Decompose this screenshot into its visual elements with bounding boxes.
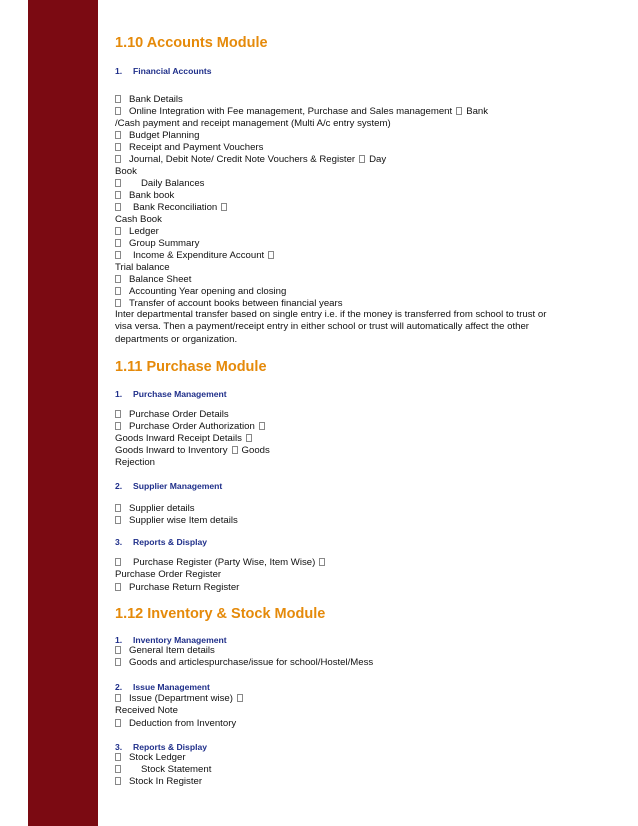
bullet-box-icon: [115, 299, 121, 307]
subheading-number: 1.: [115, 635, 123, 645]
bullet-box-icon: [115, 765, 121, 773]
bullet-box-icon: [115, 583, 121, 591]
list-item: Bank book: [115, 190, 174, 202]
list-item: Goods Inward to Inventory Goods: [115, 445, 270, 456]
subheading-number: 1.: [115, 66, 123, 76]
section-heading-purchase: 1.11 Purchase Module: [115, 359, 267, 375]
list-item: /Cash payment and receipt management (Multi A/c entry system): [115, 118, 391, 129]
subheading-number: 2.: [115, 682, 123, 692]
list-item: Budget Planning: [115, 130, 199, 142]
subheading-financial-accounts: [115, 66, 211, 76]
bullet-box-icon: [115, 694, 121, 702]
list-item: Supplier details: [115, 503, 195, 515]
bullet-box-icon: [359, 155, 365, 163]
bullet-box-icon: [115, 719, 121, 727]
list-item: Received Note: [115, 705, 178, 716]
subheading-label: Issue Management: [133, 682, 210, 692]
bullet-box-icon: [115, 422, 121, 430]
list-item: Ledger: [115, 226, 159, 238]
subheading-label: Supplier Management: [133, 481, 223, 491]
bullet-box-icon: [115, 516, 121, 524]
list-item: Journal, Debit Note/ Credit Note Vouchers & Register Day: [115, 154, 386, 166]
subheading-number: 2.: [115, 481, 123, 491]
bullet-box-icon: [319, 558, 325, 566]
list-item: Purchase Order Authorization: [115, 421, 269, 433]
subheading-issue-management: [115, 682, 210, 692]
list-item: General Item details: [115, 645, 215, 657]
list-item: Book: [115, 166, 137, 177]
bullet-box-icon: [115, 227, 121, 235]
list-item: Trial balance: [115, 262, 170, 273]
list-item: Purchase Order Register: [115, 569, 222, 580]
list-item: Rejection: [115, 457, 155, 468]
list-item: Bank Reconciliation: [115, 202, 231, 214]
bullet-box-icon: [115, 646, 121, 654]
left-decorative-bar: [28, 0, 98, 826]
list-item: Deduction from Inventory: [115, 718, 236, 730]
list-item: Purchase Order Details: [115, 409, 229, 421]
list-item: Bank Details: [115, 94, 183, 106]
subheading-number: 1.: [115, 389, 123, 399]
subheading-label: Reports & Display: [133, 742, 208, 752]
bullet-box-icon: [115, 179, 121, 187]
bullet-box-icon: [221, 203, 227, 211]
list-item: Purchase Return Register: [115, 582, 239, 594]
subheading-supplier-management: [115, 481, 222, 491]
bullet-box-icon: [246, 434, 252, 442]
bullet-box-icon: [115, 777, 121, 785]
bullet-box-icon: [115, 131, 121, 139]
list-item: Goods Inward Receipt Details: [115, 433, 256, 445]
section-heading-inventory: 1.12 Inventory & Stock Module: [115, 606, 326, 622]
bullet-box-icon: [115, 410, 121, 418]
list-item: Stock Statement: [115, 764, 211, 776]
bullet-box-icon: [115, 658, 121, 666]
list-item: Balance Sheet: [115, 274, 191, 286]
bullet-box-icon: [456, 107, 462, 115]
bullet-box-icon: [115, 239, 121, 247]
list-item: Issue (Department wise): [115, 693, 247, 705]
subheading-label: Financial Accounts: [133, 66, 212, 76]
bullet-box-icon: [115, 558, 121, 566]
bullet-box-icon: [115, 504, 121, 512]
subheading-label: Purchase Management: [133, 389, 227, 399]
subheading-reports-display: [115, 537, 207, 547]
bullet-box-icon: [115, 287, 121, 295]
bullet-box-icon: [268, 251, 274, 259]
list-item: Daily Balances: [115, 178, 204, 190]
list-item: Goods and articlespurchase/issue for school/Hostel/Mess: [115, 657, 373, 669]
bullet-box-icon: [115, 203, 121, 211]
list-item: Stock In Register: [115, 776, 202, 788]
bullet-box-icon: [115, 155, 121, 163]
list-item: Cash Book: [115, 214, 162, 225]
bullet-box-icon: [115, 107, 121, 115]
subheading-label: Inventory Management: [133, 635, 227, 645]
bullet-box-icon: [115, 143, 121, 151]
paragraph-interdepartmental-transfer: Inter departmental transfer based on single entry i.e. if the money is transferred from school to trust or visa versa. Then a payment/receipt entry in either school or trust will automatically affect the other departments or organization.: [115, 309, 547, 345]
list-item: Purchase Register (Party Wise, Item Wise): [115, 557, 329, 569]
list-item: Supplier wise Item details: [115, 515, 238, 527]
list-item: Transfer of account books between financial years: [115, 298, 343, 310]
bullet-box-icon: [115, 251, 121, 259]
subheading-reports-display: [115, 742, 207, 752]
bullet-box-icon: [115, 753, 121, 761]
list-item: Accounting Year opening and closing: [115, 286, 286, 298]
subheading-number: 3.: [115, 742, 123, 752]
subheading-inventory-management: [115, 635, 227, 645]
bullet-box-icon: [232, 446, 238, 454]
list-item: Group Summary: [115, 238, 199, 250]
bullet-box-icon: [115, 191, 121, 199]
bullet-box-icon: [237, 694, 243, 702]
subheading-number: 3.: [115, 537, 123, 547]
bullet-box-icon: [115, 275, 121, 283]
bullet-box-icon: [259, 422, 265, 430]
list-item: Income & Expenditure Account: [115, 250, 278, 262]
subheading-purchase-management: [115, 389, 227, 399]
subheading-label: Reports & Display: [133, 537, 208, 547]
bullet-box-icon: [115, 95, 121, 103]
list-item: Stock Ledger: [115, 752, 186, 764]
list-item: Receipt and Payment Vouchers: [115, 142, 263, 154]
list-item: Online Integration with Fee management, Purchase and Sales management Bank: [115, 106, 488, 118]
section-heading-accounts: 1.10 Accounts Module: [115, 35, 268, 51]
